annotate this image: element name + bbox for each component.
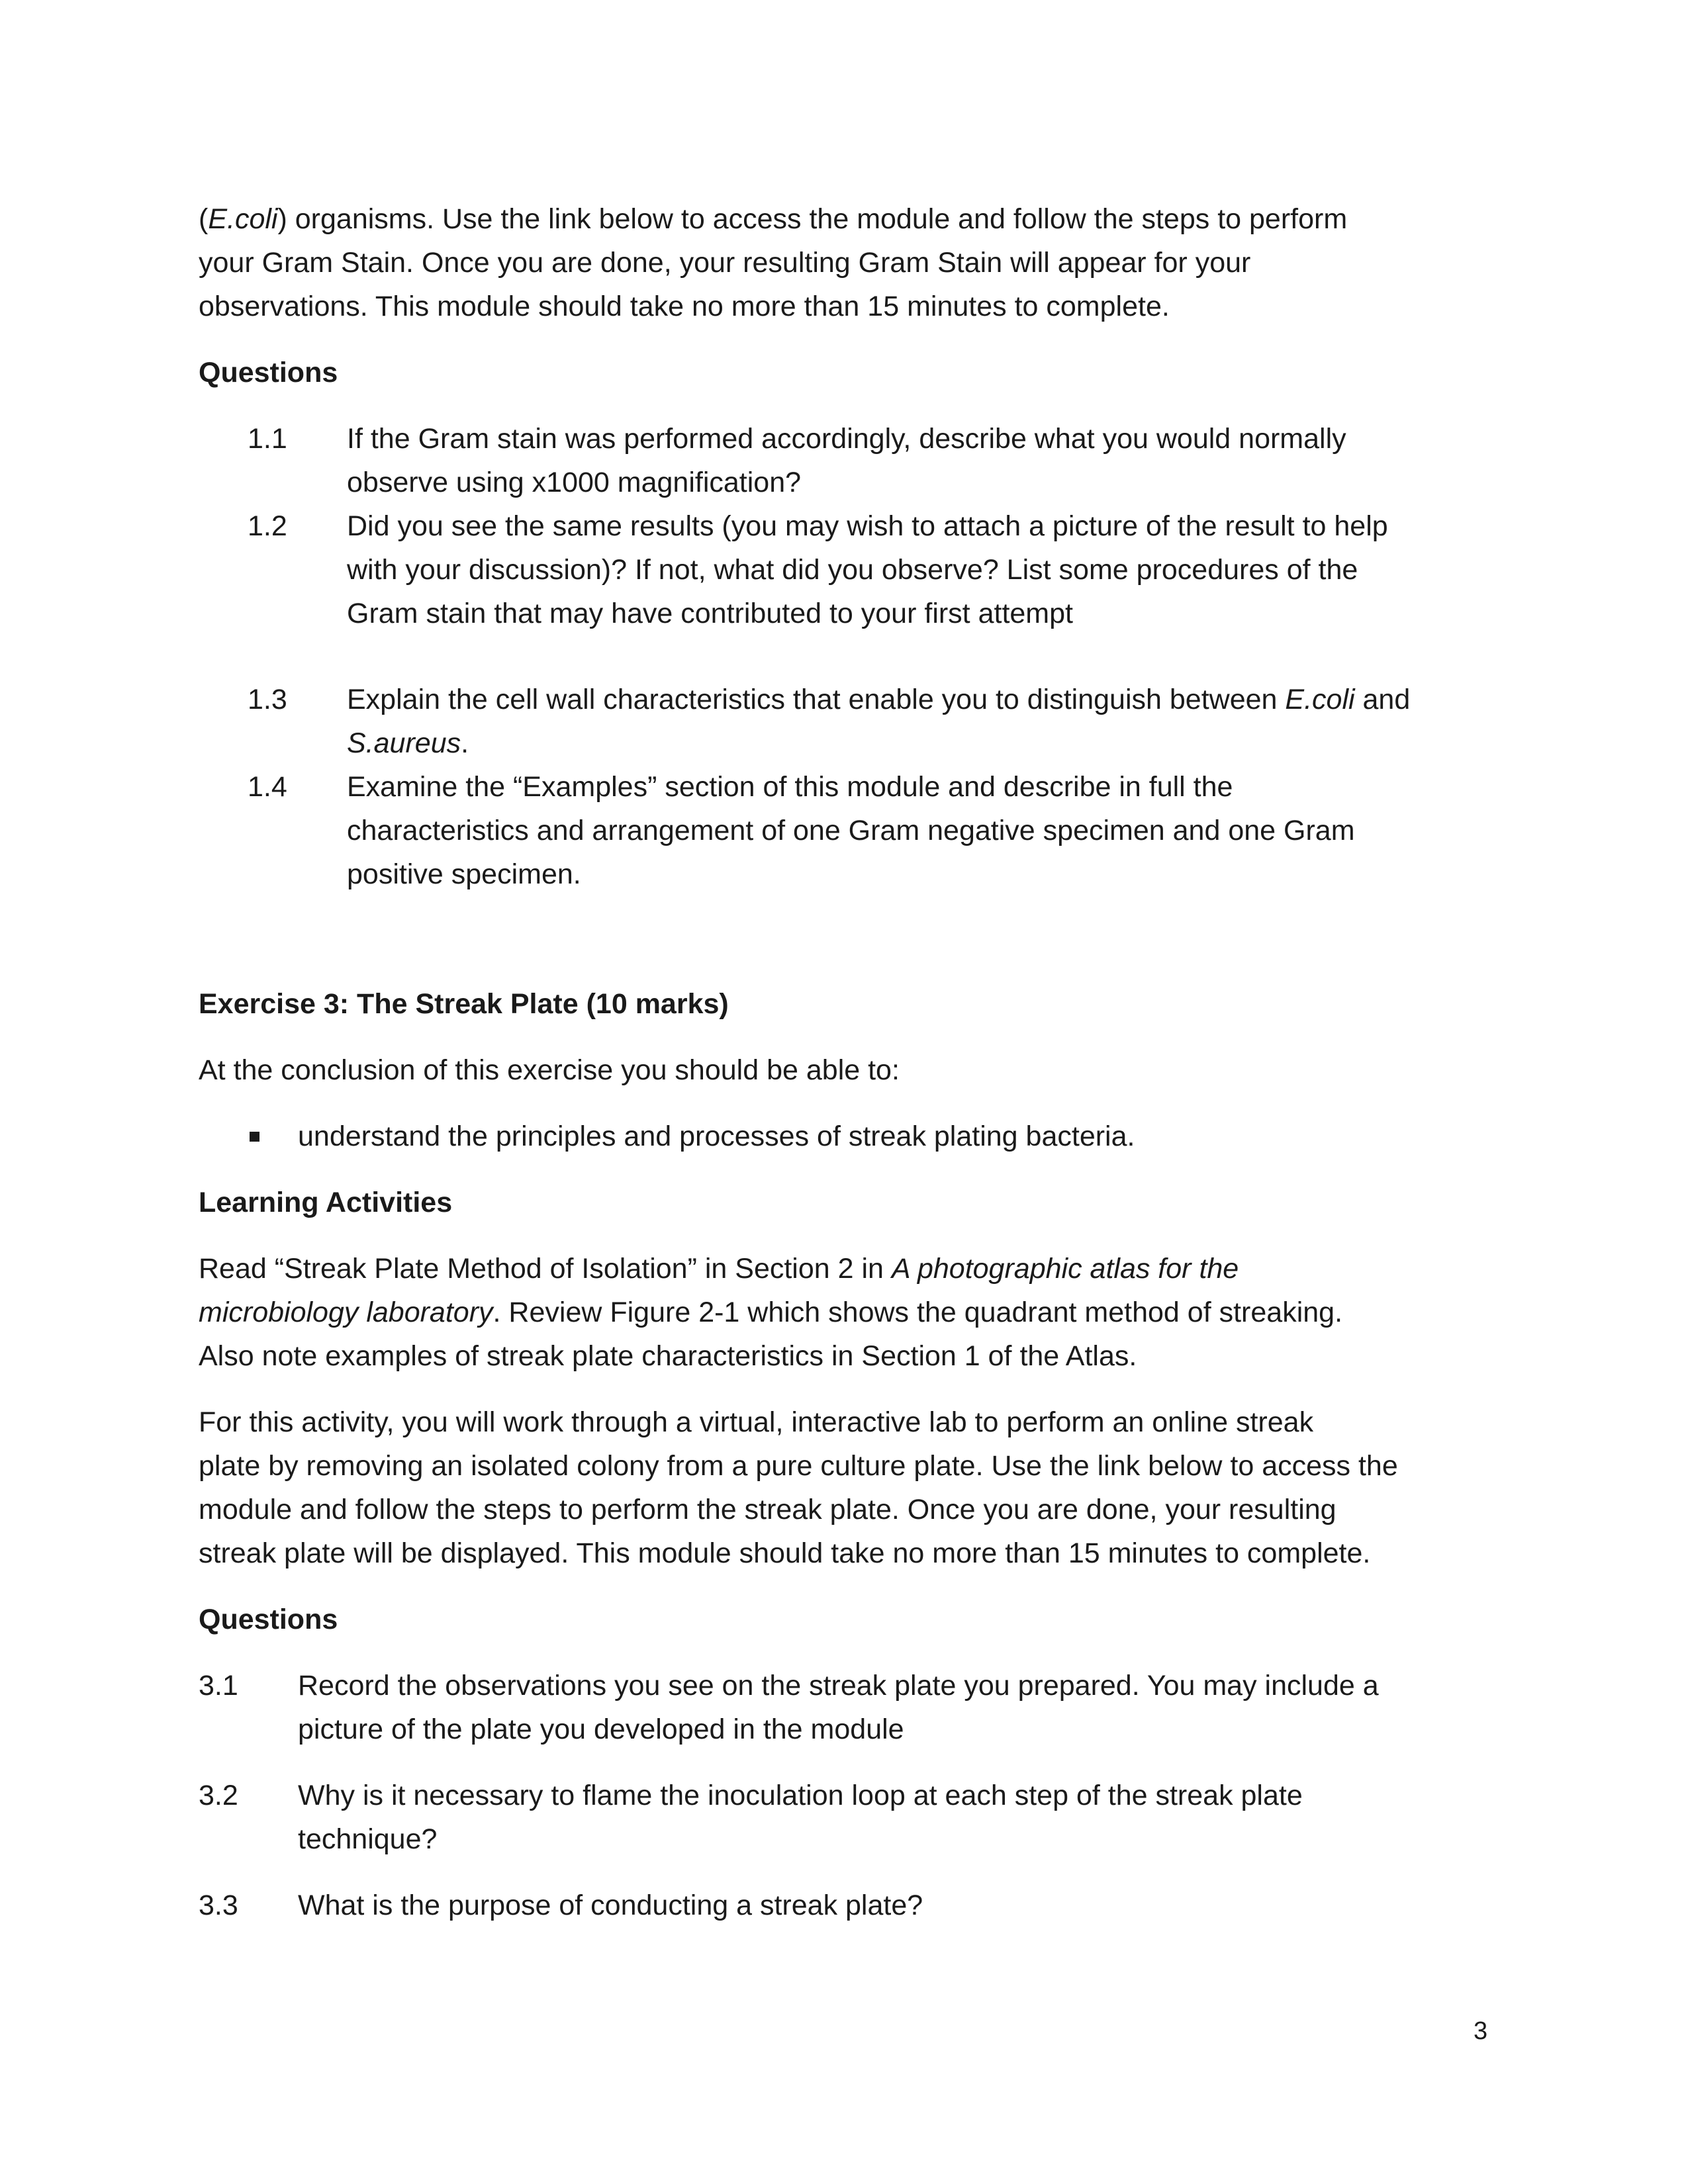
activity-line: plate by removing an isolated colony from a pure culture plate. Use the link below to access the: [199, 1450, 1398, 1482]
question-text: characteristics and arrangement of one Gram negative specimen and one Gram: [347, 815, 1355, 846]
activity-line: For this activity, you will work through a virtual, interactive lab to perform an online streak: [199, 1406, 1314, 1438]
question-text: with your discussion)? If not, what did you observe? List some procedures of the: [347, 554, 1358, 586]
page-number: 3: [1474, 2017, 1488, 2045]
question-text: Explain the cell wall characteristics that enable you to distinguish between E.coli and: [347, 684, 1411, 715]
question-text: Examine the “Examples” section of this module and describe in full the: [347, 771, 1233, 803]
question-text: Gram stain that may have contributed to your first attempt: [347, 598, 1073, 629]
question-text: picture of the plate you developed in the module: [298, 1713, 904, 1745]
read-line-1: Read “Streak Plate Method of Isolation” in Section 2 in A photographic atlas for the: [199, 1253, 1239, 1285]
question-text: Record the observations you see on the streak plate you prepared. You may include a: [298, 1670, 1379, 1702]
question-text: What is the purpose of conducting a streak plate?: [298, 1889, 923, 1921]
question-text: positive specimen.: [347, 858, 581, 890]
intro-line-3: observations. This module should take no more than 15 minutes to complete.: [199, 291, 1170, 322]
learning-activities-heading: Learning Activities: [199, 1187, 453, 1218]
question-number: 1.1: [248, 423, 287, 455]
questions-heading: Questions: [199, 1604, 338, 1635]
bullet-text: understand the principles and processes of streak plating bacteria.: [298, 1120, 1135, 1152]
exercise-heading: Exercise 3: The Streak Plate (10 marks): [199, 988, 729, 1020]
question-number: 3.2: [199, 1780, 238, 1811]
question-text: S.aureus.: [347, 727, 469, 759]
activity-line: module and follow the steps to perform the streak plate. Once you are done, your resulting: [199, 1494, 1336, 1525]
question-text: technique?: [298, 1823, 438, 1855]
question-number: 1.3: [248, 684, 287, 715]
conclusion-text: At the conclusion of this exercise you should be able to:: [199, 1054, 900, 1086]
bullet-icon: [250, 1132, 259, 1142]
question-text: Why is it necessary to flame the inoculation loop at each step of the streak plate: [298, 1780, 1303, 1811]
question-number: 3.3: [199, 1889, 238, 1921]
read-line-2: microbiology laboratory. Review Figure 2-1 which shows the quadrant method of streaking.: [199, 1297, 1343, 1328]
questions-heading: Questions: [199, 357, 338, 388]
question-text: If the Gram stain was performed accordingly, describe what you would normally: [347, 423, 1346, 455]
question-number: 1.2: [248, 510, 287, 542]
intro-line-2: your Gram Stain. Once you are done, your resulting Gram Stain will appear for your: [199, 247, 1251, 279]
question-number: 3.1: [199, 1670, 238, 1702]
activity-line: streak plate will be displayed. This module should take no more than 15 minutes to complete.: [199, 1537, 1371, 1569]
intro-line-1: (E.coli) organisms. Use the link below to access the module and follow the steps to perform: [199, 203, 1348, 235]
question-number: 1.4: [248, 771, 287, 803]
question-text: Did you see the same results (you may wish to attach a picture of the result to help: [347, 510, 1388, 542]
question-text: observe using x1000 magnification?: [347, 467, 802, 498]
read-line-3: Also note examples of streak plate characteristics in Section 1 of the Atlas.: [199, 1340, 1137, 1372]
